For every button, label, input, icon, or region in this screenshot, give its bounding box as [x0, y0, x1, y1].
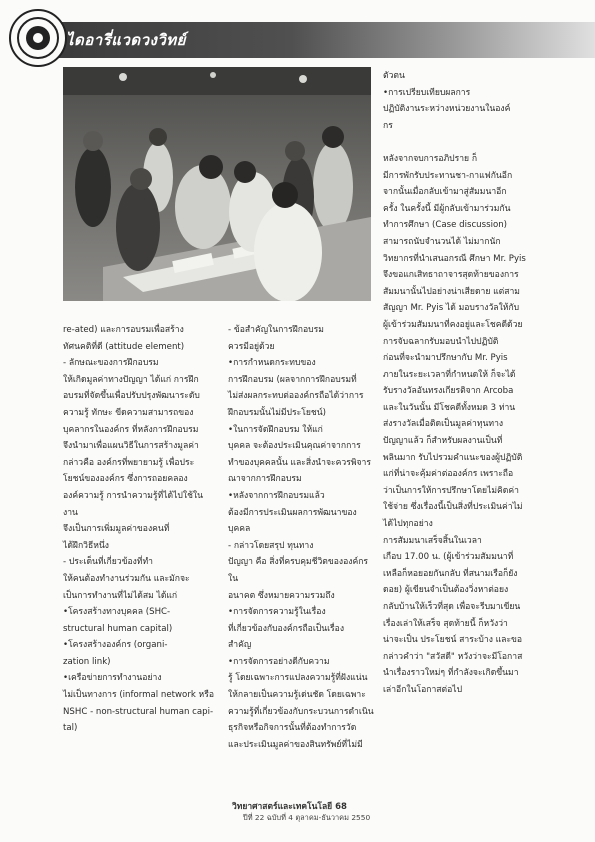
- text-line: ต้องมีการประเมินผลการพัฒนาของบุคคล: [228, 507, 357, 535]
- text-line: จึงนำมาเพื่อแผนวิธีในการสร้างมูลค่า: [63, 441, 199, 452]
- text-line: ให้คนต้องทำงานร่วมกัน และมักจะ: [63, 573, 190, 584]
- text-line: ดอย) ผู้เขียนจำเป็นต้องวิ่งหาต่อยง: [383, 585, 509, 596]
- text-line: re-ated) และการอบรมเพื่อสร้าง: [63, 325, 184, 335]
- text-line: เหลือก็หอยอยกันกลับ ที่สนามเรือก็ยัง: [383, 568, 518, 579]
- text-line: ความรู้ที่เกี่ยวข้องกับกระบวนการดำเนิน: [228, 706, 374, 717]
- text-line: ณาจากการฝึกอบรม: [228, 474, 302, 485]
- text-line: •เครือข่ายการทำงานอย่าง: [63, 673, 162, 684]
- text-line: •การจัดการอย่างดีกับความ: [228, 656, 330, 667]
- text-column-left: [63, 322, 215, 737]
- text-line: •โครงสร้างทางบุคคล (SHC-: [63, 607, 171, 618]
- text-line: จึงเป็นการเพิ่มมูลค่าของคนที่: [63, 524, 170, 535]
- journal-footer: วิทยาศาสตร์และเทคโนโลยี 68: [232, 802, 347, 812]
- text-line: - ประเด็นที่เกี่ยวข้องที่ทำ: [63, 557, 153, 568]
- text-line: tal): [63, 723, 78, 734]
- text-column-right: [383, 68, 533, 699]
- text-line: •ในการจัดฝึกอบรม ให้แก่: [228, 424, 323, 435]
- text-line: กร: [383, 120, 393, 131]
- text-line: •การกำหนดกระทบของ: [228, 358, 316, 369]
- text-line: เป็นการทำงานที่ไม่ได้สม ได้แก่: [63, 590, 178, 601]
- text-line: เรื่องเล่าให้เสร็จ สุดท้ายนี้ ก็หวังว่า: [383, 618, 508, 629]
- text-line: พลินมาก รับไปรวมคำแนะของผู้ปฏิบัติ: [383, 452, 523, 463]
- text-line: หลังจากจบการอภิปราย ก็: [383, 153, 478, 164]
- text-line: [383, 134, 533, 151]
- text-line: วิทยากรที่นำเสนอกรณี ศึกษา Mr. Pyis: [383, 253, 526, 264]
- text-line: เกือบ 17.00 น. (ผู้เข้าร่วมสัมมนาที่: [383, 552, 514, 563]
- text-line: ทัศนคติที่ดี (attitude element): [63, 341, 185, 352]
- text-line: สัมมนานั้นไปอย่างน่าเสียดาย แต่สาม: [383, 286, 520, 297]
- section-header: [0, 0, 595, 62]
- text-line: อนาคต ซึ่งหมายความรวมถึง: [228, 590, 335, 601]
- text-line: ผู้เข้าร่วมสัมมนาที่คงอยู่และโชคดีด้วย: [383, 319, 523, 330]
- text-line: - กล่าวโดยสรุป ทุนทาง: [228, 540, 314, 551]
- text-line: ปฏิบัติงานระหว่างหน่วยงานในองค์: [383, 104, 511, 115]
- text-line: อบรมที่จัดขึ้นเพื่อปรับปรุงพัฒนาระดับ: [63, 391, 200, 402]
- text-line: ควรมีอยู่ด้วย: [228, 341, 275, 352]
- text-line: zation link): [63, 656, 111, 667]
- text-line: ได้ไปทุกอย่าง: [383, 519, 433, 530]
- text-line: จากนั้นเมื่อกลับเข้ามาสู่สัมมนาอีก: [383, 187, 507, 198]
- text-line: รับรางวัลอันทรงเกียรติจาก Arcoba: [383, 386, 514, 397]
- text-line: กล่าวคำว่า "สวัสดี" หวังว่าจะมีโอกาส: [383, 651, 523, 662]
- text-line: และประเมินมูลค่าของสินทรัพย์ที่ไม่มี: [228, 739, 363, 750]
- text-line: การจับฉลากรับมอบนำไปปฏิบัติ: [383, 336, 499, 347]
- target-circle-icon: [8, 8, 68, 68]
- text-line: •หลังจากการฝึกอบรมแล้ว: [228, 490, 325, 501]
- text-line: ทำของบุคคลนั้น และสิ่งนำจะควรพิจาร: [228, 457, 371, 468]
- text-column-middle: [228, 322, 374, 753]
- text-line: •การจัดการความรู้ในเรื่อง: [228, 607, 326, 618]
- text-line: - ลักษณะของการฝึกอบรม: [63, 358, 159, 369]
- text-line: ใช้จ่าย ซึ่งเรื่องนี้เป็นสิ่งที่ประเมินค่าไม่: [383, 502, 523, 513]
- text-line: ก่อนที่จะนำมาปรึกษากับ Mr. Pyis: [383, 353, 508, 364]
- text-line: สามารถนับจำนวนได้ ไม่มากนัก: [383, 236, 501, 247]
- text-line: การฝึกอบรม (ผลจากการฝึกอบรมที่: [228, 374, 357, 385]
- text-line: บุคคล จะต้องประเมินคุณค่าจากการ: [228, 441, 361, 452]
- text-line: ที่เกี่ยวข้องกับองค์กรถือเป็นเรื่อง: [228, 623, 345, 634]
- text-line: ครั้ง ในครั้งนี้ มีผู้กลับเข้ามาร่วมกัน: [383, 203, 511, 214]
- text-line: ทำการศึกษา (Case discussion): [383, 220, 508, 231]
- text-line: structural human capital): [63, 623, 173, 634]
- text-line: มีการพักรับประทานชา-กาแฟกันอีก: [383, 170, 513, 181]
- workshop-photo: [63, 67, 371, 301]
- text-line: ฝึกอบรมนั้นไม่มีประโยชน์): [228, 407, 326, 418]
- text-line: •การเปรียบเทียบผลการ: [383, 87, 471, 98]
- text-line: บุคลากรในองค์กร ที่หลังการฝึกอบรม: [63, 424, 199, 435]
- text-line: ส่งรางวัลเมื่อติดเป็นมูลค่าทุนทาง: [383, 419, 504, 430]
- text-line: สัญญา Mr. Pyis ได้ มอบรางวัลให้กับ: [383, 303, 520, 314]
- text-line: ธุรกิจหรือกิจการนั้นที่ต้องทำการวัด: [228, 723, 357, 734]
- text-line: เล่าอีกในโอกาสต่อไป: [383, 684, 463, 695]
- text-line: ว่าเป็นการให้การปรึกษาโดยไม่คิดค่า: [383, 485, 519, 496]
- text-line: ให้กลายเป็นความรู้เด่นชัด โดยเฉพาะ: [228, 690, 366, 701]
- text-line: แก่ที่น่าจะคุ้มค่าต่อองค์กร เพราะถือ: [383, 469, 514, 480]
- text-line: ปัญญาแล้ว ก็สำหรับผลงานเป็นที่: [383, 436, 503, 447]
- text-line: การสัมมนาเสร็จสิ้นในเวลา: [383, 535, 482, 546]
- text-line: รู้ โดยเฉพาะการแปลงความรู้ที่ฝังแน่น: [228, 673, 368, 684]
- section-title: ไดอารี่แวดวงวิทย์: [66, 31, 186, 49]
- text-line: และในวันนั้น มีโชคดีทั้งหมด 3 ท่าน: [383, 402, 516, 413]
- issue-footer: ปีที่ 22 ฉบับที่ 4 ตุลาคม-ธันวาคม 2550: [243, 813, 371, 822]
- text-line: องค์ความรู้ การนำความรู้ที่ได้ไปใช้ในงาน: [63, 490, 203, 518]
- text-line: ความรู้ ทักษะ ขีดความสามารถของ: [63, 407, 194, 418]
- text-line: สำคัญ: [228, 640, 252, 651]
- text-line: ให้เกิดมูลค่าทางปัญญา ได้แก่ การฝึก: [63, 374, 199, 385]
- text-line: กล่าวคือ องค์กรที่พยายามรู้ เพื่อประ: [63, 457, 195, 468]
- text-line: กลับบ้านให้เร็วที่สุด เพื่อจะรีบมาเขียน: [383, 602, 521, 612]
- text-line: น่าจะเป็น ประโยชน์ สาระบ้าง และขอ: [383, 635, 523, 646]
- text-line: NSHC - non-structural human capi-: [63, 706, 214, 717]
- text-line: - ข้อสำคัญในการฝึกอบรม: [228, 325, 324, 335]
- text-line: ภายในระยะเวลาที่กำหนดให้ ก็จะได้: [383, 369, 516, 380]
- text-line: ได้ฝึกวิธีหนึ่ง: [63, 540, 109, 551]
- text-line: ปัญญา คือ สิ่งที่ครบคุมชีวิตขององค์กรใน: [228, 557, 369, 584]
- text-line: ไม่ส่งผลกระทบต่อองค์กรถือได้ว่าการ: [228, 391, 364, 402]
- text-line: ตัวตน: [383, 71, 405, 81]
- text-line: จึงขอแกเสิทธาถาจารสุดท้ายของการ: [383, 270, 519, 281]
- text-line: ไม่เป็นทางการ (informal network หรือ: [63, 690, 214, 701]
- text-line: นำเรื่องราวใหม่ๆ ที่กำลังจะเกิดขึ้นมา: [383, 668, 519, 679]
- text-line: •โครงสร้างองค์กร (organi-: [63, 640, 168, 651]
- text-line: โยชน์ขององค์กร ซึ่งการถอยคลอง: [63, 474, 188, 485]
